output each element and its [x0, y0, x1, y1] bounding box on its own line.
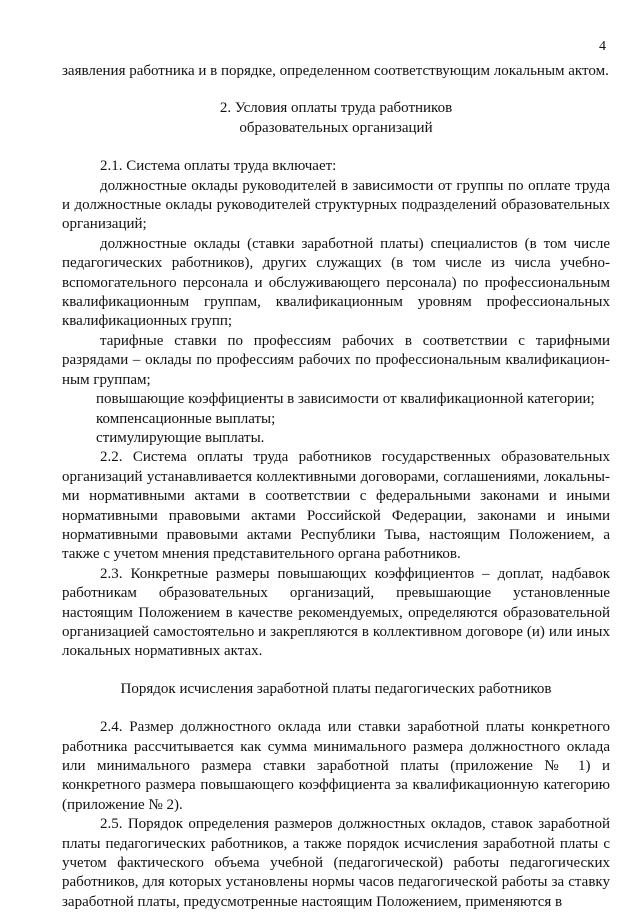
- intro-tail-paragraph: заявления работника и в порядке, определенном соответствующим локальным актом.: [62, 63, 609, 79]
- list-item-increasing-coefficients: повышающие коэффициенты в зависимости от квалификационной категории;: [96, 391, 595, 408]
- subsection-heading: Порядок исчисления заработной платы педагогических работников: [120, 680, 552, 697]
- paragraph-2-1: 2.1. Система оплаты труда включает:: [100, 158, 337, 175]
- paragraph-2-2: 2.2. Система оплаты труда работников государственных образовательных организаций устанавливается коллективными договорами, соглашениями, локальными нормативными актами в соответствии с федеральными законами и иными нормативными правовыми актами Российской Федерации, законами и иными нормативными правовыми актами Республики Тыва, настоящим Положением, а также с учетом мнения представительного органа работников.: [62, 449, 610, 563]
- section-2-heading: [62, 99, 610, 138]
- paragraph-2-3: 2.3. Конкретные размеры повышающих коэффициентов – доплат, надбавок работникам образовательных организаций, превышающие установленные настоящим Положением в качестве рекомендуемых, определяются образовательной организацией самостоятельно и закрепляются в коллективном договоре (и) или иных локальных нормативных актах.: [62, 565, 610, 660]
- section-2-title-line-2: образовательных организаций: [239, 119, 433, 136]
- paragraph-2-4: 2.4. Размер должностного оклада или ставки заработной платы конкретного работника рассчитывается как сумма минимального размера должностного оклада или минимального размера ставки заработной платы (приложение № 1) и конкретного размера повышающего коэффициента за квалификационную категорию (приложение № 2).: [62, 719, 610, 813]
- section-2-title-line-1: 2. Условия оплаты труда работников: [219, 100, 453, 117]
- document-body: [62, 62, 610, 912]
- list-item-compensation-payments: компенсационные выплаты;: [96, 410, 276, 427]
- paragraph-2-5: 2.5. Порядок определения размеров должностных окладов, ставок заработной платы педагогических работников, а также порядок исчисления заработной платы с учетом фактического объема учебной (педагогической) работы педагогических работников, для которых установлены нормы часов педагогической работы за ставку заработной платы, предусмотренные настоящим Положением, применяются в: [62, 816, 610, 910]
- list-item-official-salaries-heads: должностные оклады руководителей в зависимости от группы по оплате труда и должностные оклады руководителей структурных подразделений образовательных организаций;: [62, 177, 610, 233]
- list-item-tariff-rates: тарифные ставки по профессиям рабочих в соответствии с тарифными разрядами – оклады по профессиям рабочих по профессиональным квалификационным группам;: [62, 332, 610, 388]
- page-number: 4: [599, 39, 606, 54]
- list-item-official-salaries-specialists: должностные оклады (ставки заработной платы) специалистов (в том числе педагогических работников), других служащих (в том числе из числа учебно-вспомогательного персонала и обслуживающего персонала) по профессиональным квалификационным группам, квалификационным уровням профессиональных квалификационных групп;: [62, 235, 610, 330]
- list-item-incentive-payments: стимулирующие выплаты.: [96, 429, 265, 446]
